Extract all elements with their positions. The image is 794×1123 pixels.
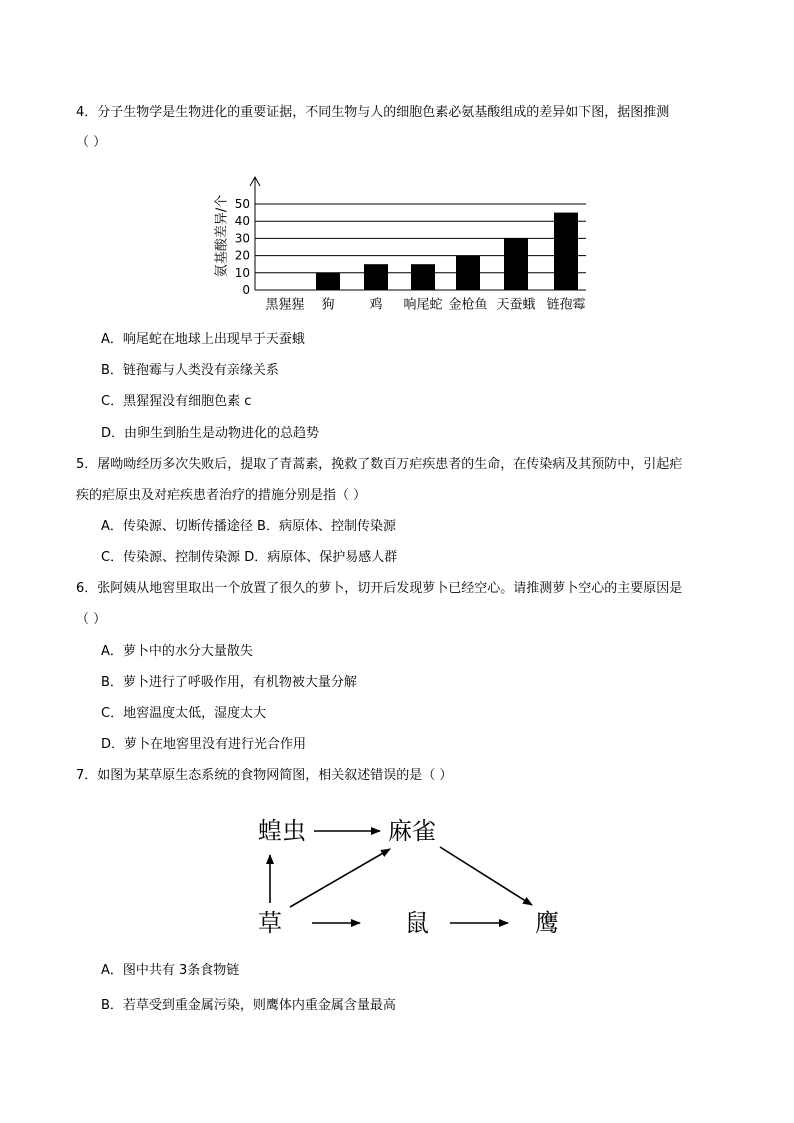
food-web-diagram (240, 805, 580, 945)
q4-option-b: B．链孢霉与人类没有亲缘关系 (101, 363, 279, 378)
y-tick-label: 40 (234, 214, 250, 229)
y-axis-label: 氨基酸差异/个 (214, 194, 230, 278)
y-tick-label: 10 (234, 265, 250, 280)
bar (411, 264, 435, 290)
q5-option-ab: A．传染源、切断传播途径 B．病原体、控制传染源 (101, 519, 396, 534)
q5-option-cd: C．传染源、控制传染源 D．病原体、保护易感人群 (101, 550, 398, 565)
node-eagle: 鹰 (535, 909, 559, 937)
amino-acid-bar-chart (205, 172, 615, 322)
x-tick-label: 黑猩猩 (265, 297, 305, 313)
node-sparrow: 麻雀 (388, 817, 436, 845)
arrow-sparrow-eagle (440, 847, 532, 905)
bar (554, 213, 578, 290)
q4-option-c: C．黑猩猩没有细胞色素 c (101, 394, 252, 409)
bar (456, 256, 480, 290)
q7-stem: 7．如图为某草原生态系统的食物网简图，相关叙述错误的是（ ） (76, 768, 453, 783)
y-tick-label: 30 (234, 231, 250, 246)
q7-option-a: A．图中共有 3条食物链 (101, 963, 240, 978)
q4-stem-line1: 4．分子生物学是生物进化的重要证据，不同生物与人的细胞色素必氨基酸组成的差异如下图，据图推测 (76, 105, 670, 120)
q6-option-d: D．萝卜在地窖里没有进行光合作用 (101, 737, 307, 752)
node-mouse: 鼠 (405, 909, 429, 937)
q5-stem-line1: 5．屠呦呦经历多次失败后，提取了青蒿素，挽救了数百万疟疾患者的生命，在传染病及其预防中，引起疟 (76, 457, 683, 472)
x-tick-label: 链孢霉 (546, 297, 586, 313)
node-locust: 蝗虫 (258, 817, 306, 845)
y-tick-label: 20 (234, 248, 250, 263)
x-tick-label: 鸡 (369, 297, 383, 313)
y-tick-label: 50 (234, 197, 250, 211)
x-tick-label: 天蚕蛾 (496, 297, 536, 313)
q5-stem-line2: 疾的疟原虫及对疟疾患者治疗的措施分别是指（ ） (76, 488, 367, 503)
q4-option-d: D．由卵生到胎生是动物进化的总趋势 (101, 426, 320, 441)
q6-option-c: C．地窖温度太低，湿度太大 (101, 706, 267, 721)
chart-grid (255, 204, 586, 273)
q6-stem-line2: （ ） (76, 612, 107, 627)
bar (504, 238, 528, 290)
x-tick-label: 狗 (321, 297, 335, 313)
bar (364, 264, 388, 290)
q4-stem-line2: （ ） (76, 135, 107, 150)
q4-option-a: A．响尾蛇在地球上出现早于天蚕蛾 (101, 332, 305, 347)
arrow-grass-sparrow (290, 849, 390, 907)
q6-stem-line1: 6．张阿姨从地窖里取出一个放置了很久的萝卜，切开后发现萝卜已经空心。请推测萝卜空心的主要原因是 (76, 581, 683, 596)
q6-option-b: B．萝卜进行了呼吸作用，有机物被大量分解 (101, 675, 357, 690)
q6-option-a: A．萝卜中的水分大量散失 (101, 644, 253, 659)
x-tick-label: 金枪鱼 (448, 297, 488, 313)
q7-option-b: B．若草受到重金属污染，则鹰体内重金属含量最高 (101, 998, 396, 1013)
bar (316, 273, 340, 290)
node-grass: 草 (258, 909, 282, 937)
x-tick-label: 响尾蛇 (403, 297, 443, 313)
y-tick-label: 0 (242, 283, 250, 297)
